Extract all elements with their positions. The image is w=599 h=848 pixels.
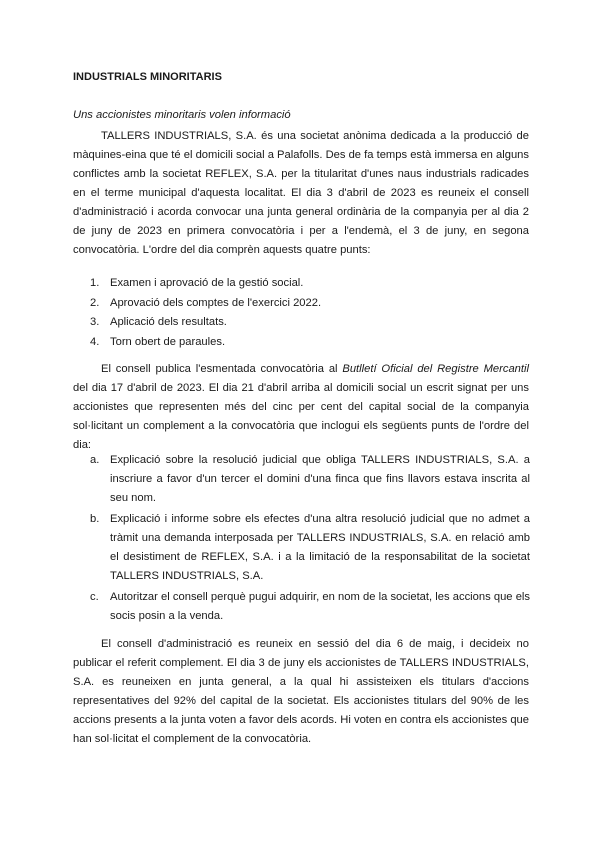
document-subtitle: Uns accionistes minoritaris volen informació: [73, 109, 291, 121]
complement-item: [90, 588, 530, 626]
complement-text: Autoritzar el consell perquè pugui adquirir, en nom de la societat, les accions que els socis posin a la venda.: [110, 591, 530, 622]
agenda-text: Aprovació dels comptes de l'exercici 2022.: [110, 296, 322, 309]
complement-item: [90, 451, 530, 508]
agenda-text: Torn obert de paraules.: [110, 335, 226, 348]
complement-letter: b.: [90, 513, 100, 525]
complement-item: [90, 510, 530, 586]
agenda-text: Examen i aprovació de la gestió social.: [110, 277, 304, 289]
paragraph-publication-before: El consell publica l'esmentada convocatòria al: [101, 363, 343, 375]
agenda-item: [90, 313, 520, 333]
paragraph-outcome: [73, 635, 529, 749]
complement-letter: a.: [90, 454, 100, 466]
agenda-list: [90, 274, 520, 352]
agenda-number: 3.: [90, 316, 100, 328]
agenda-number: 4.: [90, 335, 100, 348]
paragraph-intro-text: TALLERS INDUSTRIALS, S.A. és una societat anònima dedicada a la producció de màquines-eina que té el domicili social a Palafolls. Des de fa temps està immersa en alguns conflictes amb la societat REFLEX, S.A. per la titularitat d'unes naus industrials radicades en el terme municipal d'aquesta localitat. El dia 3 d'abril de 2023 es reuneix el consell d'administració i acorda convocar una junta general ordinària de la companyia per al dia 2 de juny de 2023 en primera convocatòria i per a l'endemà, el 3 de juny, en segona convocatòria. L'ordre del dia comprèn aquests quatre punts:: [73, 130, 529, 256]
paragraph-intro: [73, 127, 529, 260]
agenda-text: Aplicació dels resultats.: [110, 316, 227, 328]
complement-list: [90, 451, 530, 626]
agenda-item: [90, 294, 520, 314]
complement-text: Explicació i informe sobre els efectes d'una altra resolució judicial que no admet a tràmit una demanda interposada per TALLERS INDUSTRIALS, S.A. en relació amb el desistiment de REFLEX, S.A. i a la limitació de la responsabilitat de la societat TALLERS INDUSTRIALS, S.A.: [110, 513, 530, 582]
agenda-number: 1.: [90, 277, 100, 289]
complement-text: Explicació sobre la resolució judicial que obliga TALLERS INDUSTRIALS, S.A. a inscriure a favor d'un tercer el domini d'una finca que fins llavors estava inscrita al seu nom.: [110, 454, 530, 504]
agenda-number: 2.: [90, 296, 100, 309]
gazette-name: Butlletí Oficial del Registre Mercantil: [342, 363, 529, 375]
paragraph-outcome-text: El consell d'administració es reuneix en sessió del dia 6 de maig, i decideix no publicar el referit complement. El dia 3 de juny els accionistes de TALLERS INDUSTRIALS, S.A. es reuneixen en junta general, a la qual hi assisteixen els titulars d'accions representatives del 92% del capital de la societat. Els accionistes titulars del 90% de les accions presents a la junta voten a favor dels acords. Hi voten en contra els accionistes que han sol·licitat el complement de la convocatòria.: [73, 638, 529, 745]
document-title: INDUSTRIALS MINORITARIS: [73, 71, 222, 83]
agenda-item: [90, 333, 520, 353]
paragraph-publication-after: del dia 17 d'abril de 2023. El dia 21 d'abril arriba al domicili social un escrit signat per uns accionistes que representen més del cinc per cent del capital social de la companyia sol·licitant un complement a la convocatòria que inclogui els següents punts de l'ordre del dia:: [73, 382, 529, 451]
complement-letter: c.: [90, 591, 99, 603]
paragraph-publication: [73, 360, 529, 455]
agenda-item: [90, 274, 520, 294]
